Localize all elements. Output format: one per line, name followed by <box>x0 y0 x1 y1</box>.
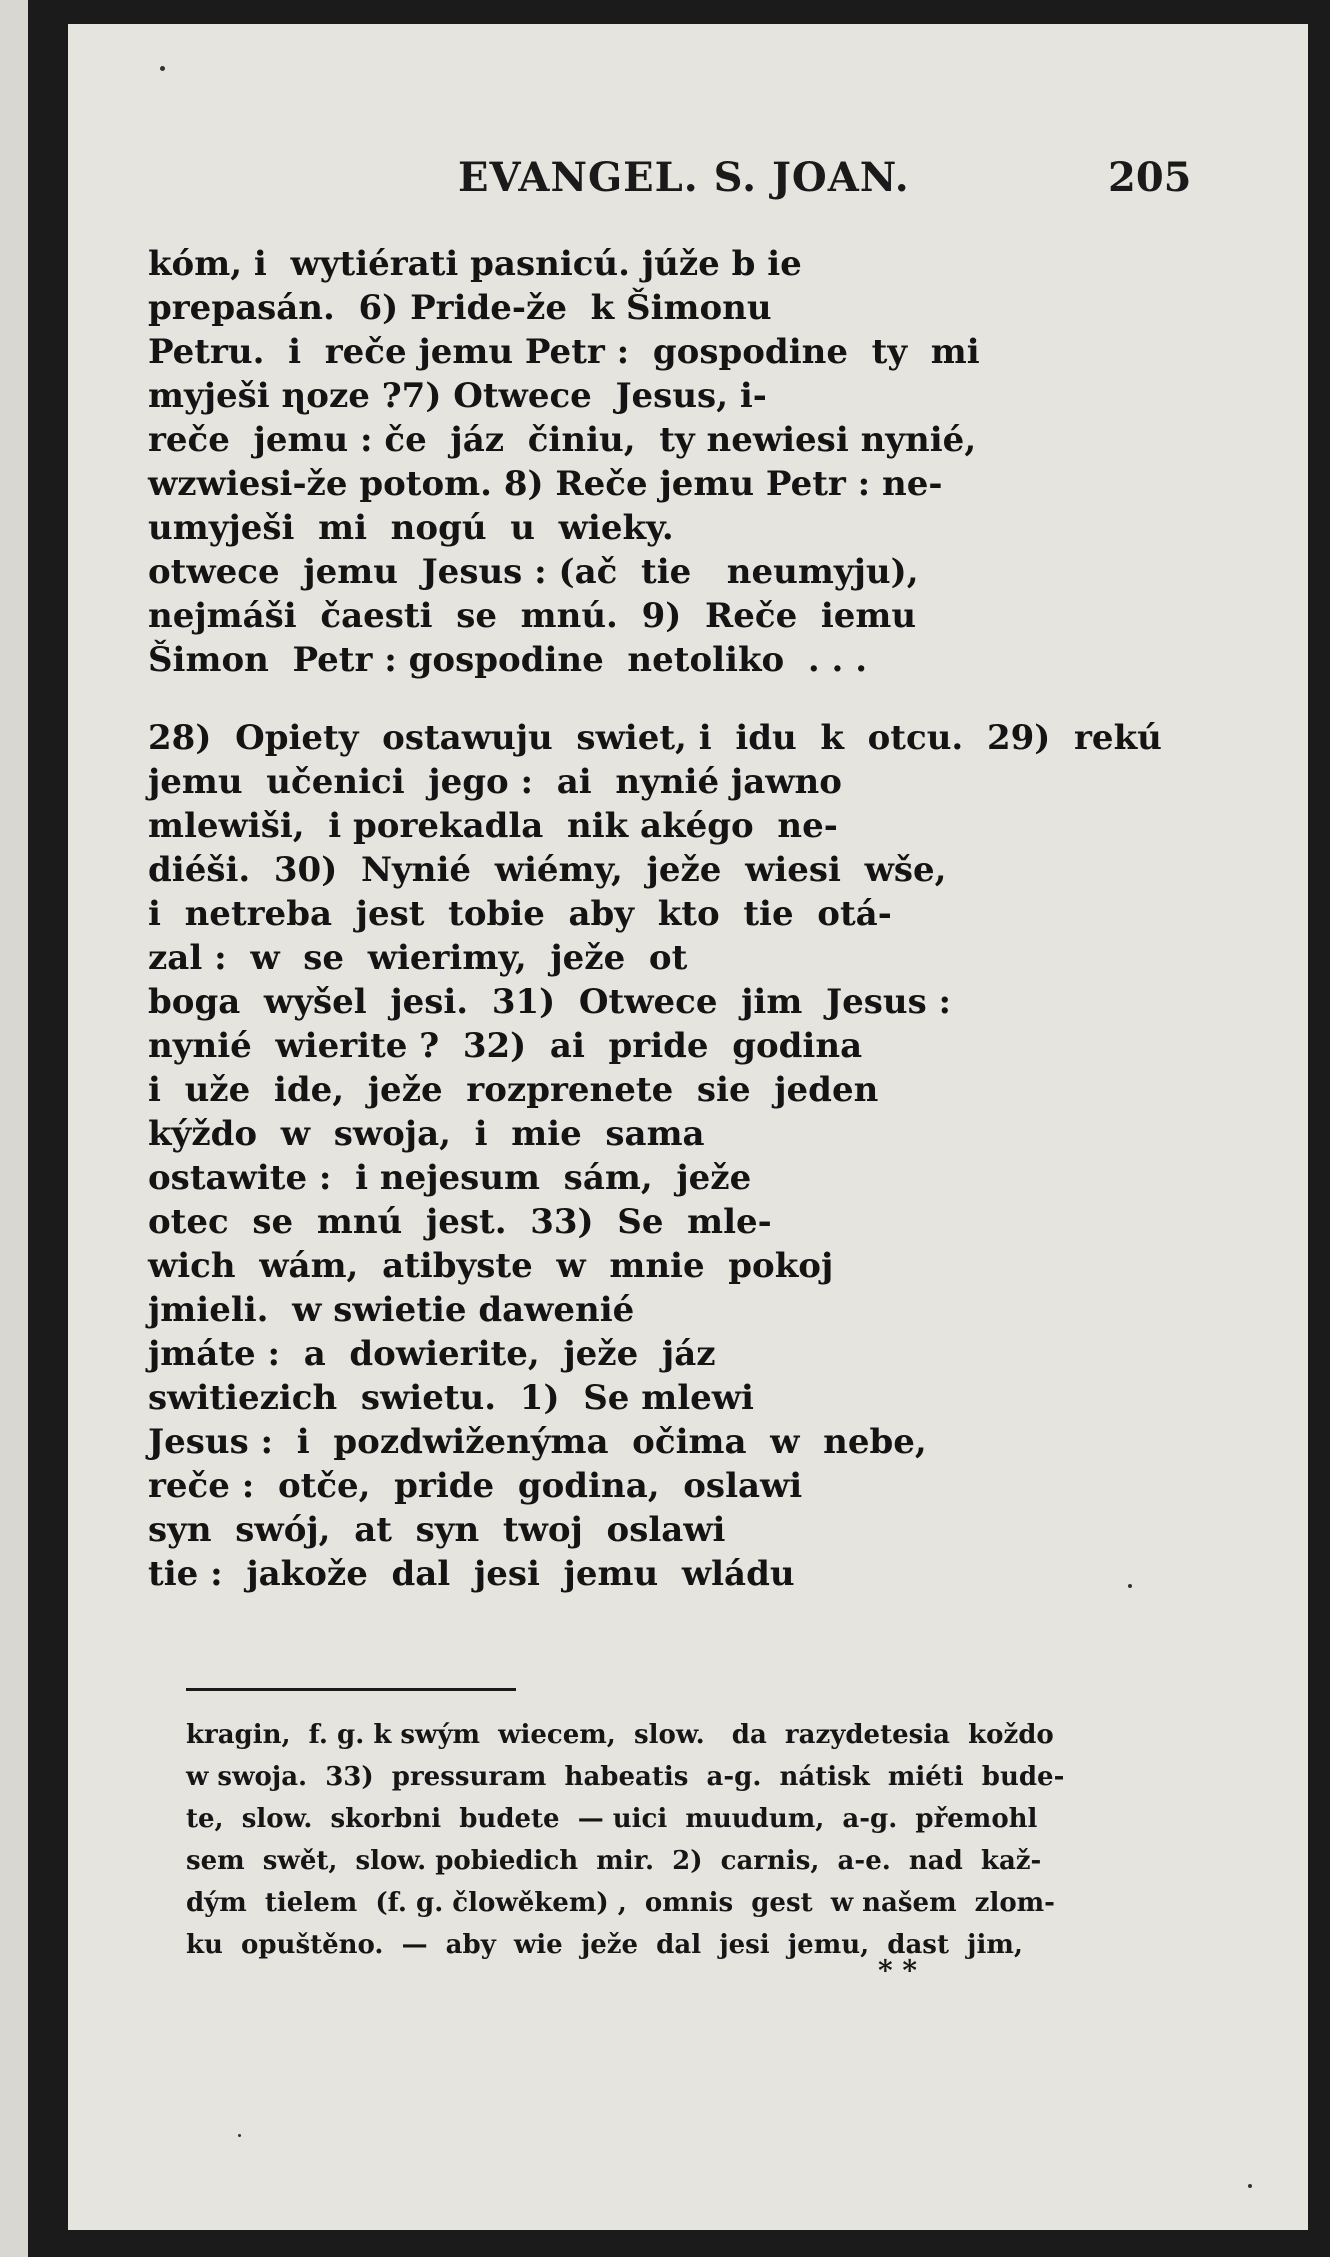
paper-speck <box>160 66 165 71</box>
text-line: mlewiši, i porekadla nik akégo ne- <box>148 806 838 846</box>
footnote-line: kragin, f. g. k swým wiecem, slow. da razydetesia koždo <box>186 1720 1054 1750</box>
text-line: prepasán. 6) Pride-že k Šimonu <box>148 288 772 328</box>
text-line: nejmáši čaesti se mnú. 9) Reče iemu <box>148 596 917 636</box>
text-line: reče jemu : če jáz činiu, ty newiesi nynié, <box>148 420 977 460</box>
text-line: Petru. i reče jemu Petr : gospodine ty mi <box>148 332 980 372</box>
text-line: syn swój, at syn twoj oslawi <box>148 1510 726 1550</box>
text-line: myješi ɳoze ?7) Otwece Jesus, i- <box>148 376 767 416</box>
printer-signature-mark: * * <box>878 1954 918 1987</box>
text-line: Šimon Petr : gospodine netoliko . . . <box>148 640 868 680</box>
text-line: umyješi mi nogú u wieky. <box>148 508 674 548</box>
footnote-line: dým tielem (f. g. člowěkem) , omnis gest w našem zlom- <box>186 1888 1055 1918</box>
text-line: jmieli. w swietie dawenié <box>148 1290 635 1330</box>
book-page <box>68 24 1308 2230</box>
text-line: switiezich swietu. 1) Se mlewi <box>148 1378 754 1418</box>
text-line: 28) Opiety ostawuju swiet, i idu k otcu. 29) rekú <box>148 718 1162 758</box>
text-line: wich wám, atibyste w mnie pokoj <box>148 1246 834 1286</box>
main-text <box>148 242 1162 1596</box>
facing-page-edge <box>0 0 28 2257</box>
footnotes <box>186 1714 1226 1966</box>
text-line: diéši. 30) Nynié wiémy, ježe wiesi wše, <box>148 850 947 890</box>
footnote-rule <box>186 1688 516 1691</box>
text-line: nynié wierite ? 32) ai pride godina <box>148 1026 863 1066</box>
paper-speck <box>1248 2184 1252 2188</box>
text-line: ostawite : i nejesum sám, ježe <box>148 1158 752 1198</box>
text-line: reče : otče, pride godina, oslawi <box>148 1466 803 1506</box>
footnote-line: te, slow. skorbni budete — uici muudum, a-g. přemohl <box>186 1804 1038 1834</box>
paragraph-verses-5-9 <box>148 242 1128 682</box>
text-line: otwece jemu Jesus : (ač tie neumyju), <box>148 552 919 592</box>
page-header <box>68 154 1308 214</box>
footnote-line: ku opuštěno. — aby wie ježe dal jesi jemu, dast jim, <box>186 1930 1023 1960</box>
running-title: EVANGEL. S. JOAN. <box>458 154 910 201</box>
paper-speck <box>1128 1584 1132 1588</box>
text-line: boga wyšel jesi. 31) Otwece jim Jesus : <box>148 982 952 1022</box>
footnote-line: w swoja. 33) pressuram habeatis a-g. nátisk miéti bude- <box>186 1762 1065 1792</box>
paper-speck <box>238 2134 241 2137</box>
text-line: kóm, i wytiérati pasnicú. júže b ie <box>148 244 802 284</box>
text-line: i uže ide, ježe rozprenete sie jeden <box>148 1070 879 1110</box>
text-line: otec se mnú jest. 33) Se mle- <box>148 1202 772 1242</box>
text-line: i netreba jest tobie aby kto tie otá- <box>148 894 892 934</box>
paragraph-verses-28-33 <box>148 716 1162 1596</box>
text-line: jmáte : a dowierite, ježe jáz <box>148 1334 716 1374</box>
page-number: 205 <box>1108 154 1192 201</box>
footnote-line: sem swět, slow. pobiedich mir. 2) carnis, a-e. nad kaž- <box>186 1846 1042 1876</box>
text-line: jemu učenici jego : ai nynié jawno <box>148 762 842 802</box>
paragraph-gap <box>148 682 1128 716</box>
text-line: wzwiesi-že potom. 8) Reče jemu Petr : ne- <box>148 464 943 504</box>
text-line: Jesus : i pozdwiženýma očima w nebe, <box>148 1422 927 1462</box>
text-line: kýždo w swoja, i mie sama <box>148 1114 705 1154</box>
text-line: zal : w se wierimy, ježe ot <box>148 938 688 978</box>
text-line: tie : jakože dal jesi jemu wládu <box>148 1554 795 1594</box>
